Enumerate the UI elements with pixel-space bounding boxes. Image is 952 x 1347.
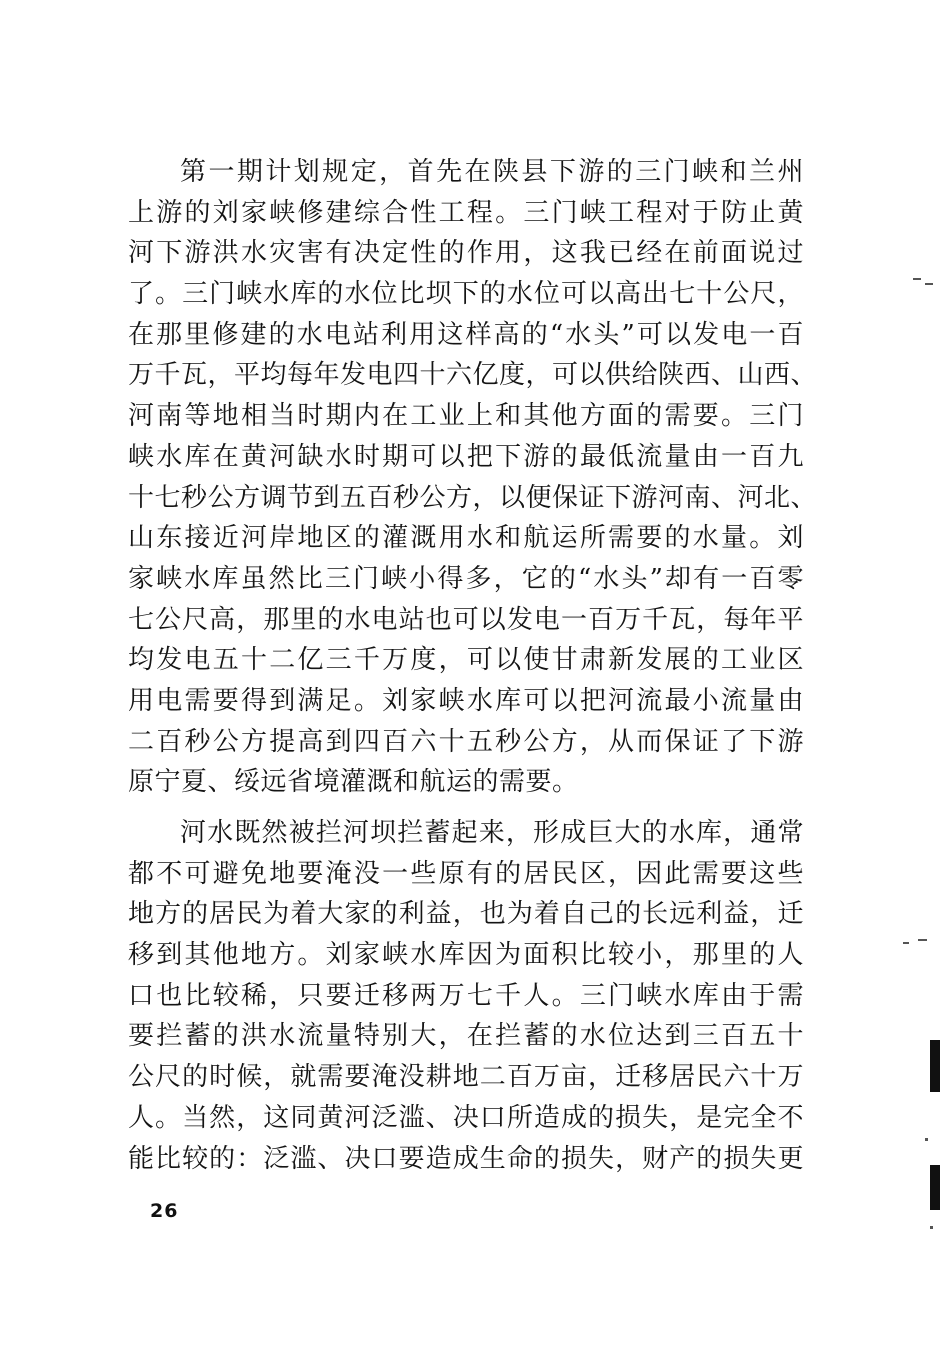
text-line: 上游的刘家峡修建综合性工程。三门峡工程对于防止黄 bbox=[128, 197, 804, 228]
page-number: 26 bbox=[150, 1200, 179, 1222]
text-line: 河南等地相当时期内在工业上和其他方面的需要。三门 bbox=[128, 401, 804, 432]
text-line: 万千瓦，平均每年发电四十六亿度，可以供给陕西、山西、 bbox=[128, 360, 818, 391]
scan-artifact bbox=[930, 1165, 940, 1210]
scan-speck bbox=[918, 939, 927, 941]
text-line: 地方的居民为着大家的利益，也为着自己的长远利益，迁 bbox=[128, 899, 804, 930]
text-line: 用电需要得到满足。刘家峡水库可以把河流最小流量由 bbox=[128, 685, 804, 716]
text-line: 峡水库在黄河缺水时期可以把下游的最低流量由一百九 bbox=[128, 441, 804, 472]
scan-speck bbox=[925, 283, 933, 285]
scan-speck bbox=[930, 1226, 933, 1229]
scan-speck bbox=[903, 942, 909, 944]
text-line: 人。当然，这同黄河泛滥、决口所造成的损失，是完全不 bbox=[128, 1102, 804, 1133]
text-line: 山东接近河岸地区的灌溉用水和航运所需要的水量。刘 bbox=[128, 523, 804, 554]
text-line: 能比较的：泛滥、决口要造成生命的损失，财产的损失更 bbox=[128, 1143, 804, 1174]
text-line: 第一期计划规定，首先在陕县下游的三门峡和兰州 bbox=[180, 157, 804, 187]
text-line: 口也比较稀，只要迁移两万七千人。三门峡水库由于需 bbox=[128, 980, 804, 1011]
text-line: 要拦蓄的洪水流量特别大，在拦蓄的水位达到三百五十 bbox=[128, 1021, 804, 1052]
scan-speck bbox=[925, 1138, 928, 1141]
text-line: 都不可避免地要淹没一些原有的居民区，因此需要这些 bbox=[128, 858, 804, 889]
text-line: 河下游洪水灾害有决定性的作用，这我已经在前面说过 bbox=[128, 238, 804, 269]
text-line: 七公尺高，那里的水电站也可以发电一百万千瓦，每年平 bbox=[128, 604, 804, 635]
text-line: 在那里修建的水电站利用这样高的“水头”可以发电一百 bbox=[128, 319, 804, 350]
text-line: 十七秒公方调节到五百秒公方，以便保证下游河南、河北、 bbox=[128, 482, 818, 513]
scan-speck bbox=[913, 278, 921, 280]
text-line: 了。三门峡水库的水位比坝下的水位可以高出七十公尺， bbox=[128, 279, 804, 310]
paragraph-2 bbox=[128, 813, 804, 1179]
paragraph-1 bbox=[128, 152, 818, 803]
text-line: 二百秒公方提高到四百六十五秒公方，从而保证了下游 bbox=[128, 726, 804, 757]
text-line: 原宁夏、绥远省境灌溉和航运的需要。 bbox=[128, 767, 579, 798]
paragraph-gap bbox=[128, 803, 804, 813]
scan-artifact bbox=[930, 1040, 940, 1092]
text-line: 均发电五十二亿三千万度，可以使甘肃新发展的工业区 bbox=[128, 645, 804, 676]
body-text bbox=[128, 152, 818, 1179]
text-line: 家峡水库虽然比三门峡小得多，它的“水头”却有一百零 bbox=[128, 563, 804, 594]
text-line: 移到其他地方。刘家峡水库因为面积比较小，那里的人 bbox=[128, 940, 804, 971]
text-line: 河水既然被拦河坝拦蓄起来，形成巨大的水库，通常 bbox=[180, 818, 804, 848]
text-line: 公尺的时候，就需要淹没耕地二百万亩，迁移居民六十万 bbox=[128, 1062, 804, 1093]
